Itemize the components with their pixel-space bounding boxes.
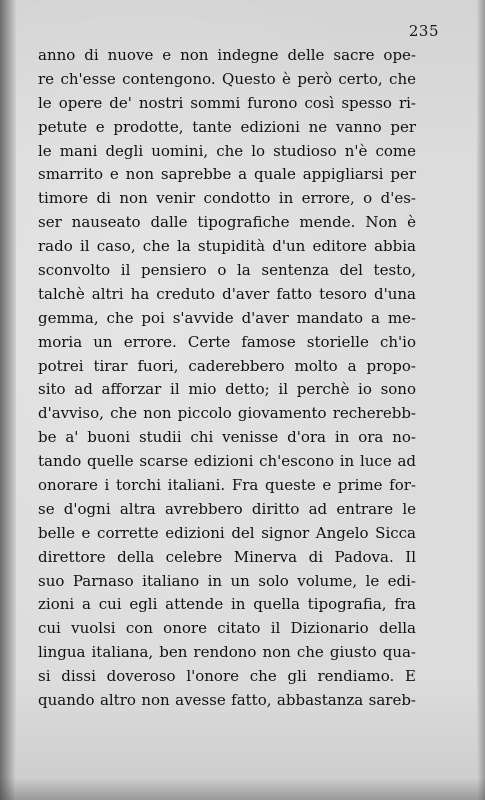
text-line: zioni a cui egli attende in quella tipografia, fra bbox=[38, 595, 416, 614]
text-line: moria un errore. Certe famose storielle ch'io bbox=[38, 332, 416, 351]
page-edge-shadow bbox=[477, 0, 485, 800]
text-line: lingua italiana, ben rendono non che giusto qua- bbox=[38, 643, 416, 662]
text-line: le mani degli uomini, che lo studioso n'è come bbox=[38, 141, 416, 160]
text-line: se d'ogni altra avrebbero diritto ad entrare le bbox=[38, 499, 416, 518]
text-line: talchè altri ha creduto d'aver fatto tesoro d'una bbox=[38, 284, 416, 303]
text-line: onorare i torchi italiani. Fra queste e prime for- bbox=[38, 476, 416, 495]
text-line: potrei tirar fuori, caderebbero molto a propo- bbox=[38, 356, 416, 375]
text-line: suo Parnaso italiano in un solo volume, le edi- bbox=[38, 571, 416, 590]
text-line: smarrito e non saprebbe a quale appigliarsi per bbox=[38, 165, 416, 184]
text-line: ser nauseato dalle tipografiche mende. Non è bbox=[38, 213, 416, 232]
text-line: be a' buoni studii chi venisse d'ora in ora no- bbox=[38, 428, 416, 447]
text-line: sconvolto il pensiero o la sentenza del testo, bbox=[38, 261, 416, 280]
text-line: cui vuolsi con onore citato il Dizionario della bbox=[38, 619, 416, 638]
text-line: belle e corrette edizioni del signor Angelo Sicca bbox=[38, 523, 416, 542]
text-line: rado il caso, che la stupidità d'un editore abbia bbox=[38, 237, 416, 256]
text-line: le opere de' nostri sommi furono così spesso ri- bbox=[38, 93, 416, 112]
text-line: d'avviso, che non piccolo giovamento recherebb- bbox=[38, 404, 416, 423]
text-line: timore di non venir condotto in errore, o d'es- bbox=[38, 189, 416, 208]
page-bottom-shadow bbox=[0, 778, 485, 800]
text-line: si dissi doveroso l'onore che gli rendiamo. E bbox=[38, 667, 416, 686]
text-line: anno di nuove e non indegne delle sacre ope- bbox=[38, 46, 416, 64]
text-line: tando quelle scarse edizioni ch'escono in luce ad bbox=[38, 452, 416, 471]
text-line: petute e prodotte, tante edizioni ne vanno per bbox=[38, 117, 416, 136]
page-binding-shadow bbox=[0, 0, 16, 800]
page-number: 235 bbox=[408, 22, 439, 40]
body-text bbox=[38, 44, 416, 713]
text-line: quando altro non avesse fatto, abbastanza sareb- bbox=[38, 691, 416, 710]
text-line: direttore della celebre Minerva di Padova. Il bbox=[38, 547, 416, 566]
text-line: re ch'esse contengono. Questo è però certo, che bbox=[38, 69, 416, 88]
text-line: sito ad afforzar il mio detto; il perchè io sono bbox=[38, 380, 416, 399]
text-line: gemma, che poi s'avvide d'aver mandato a me- bbox=[38, 308, 416, 327]
